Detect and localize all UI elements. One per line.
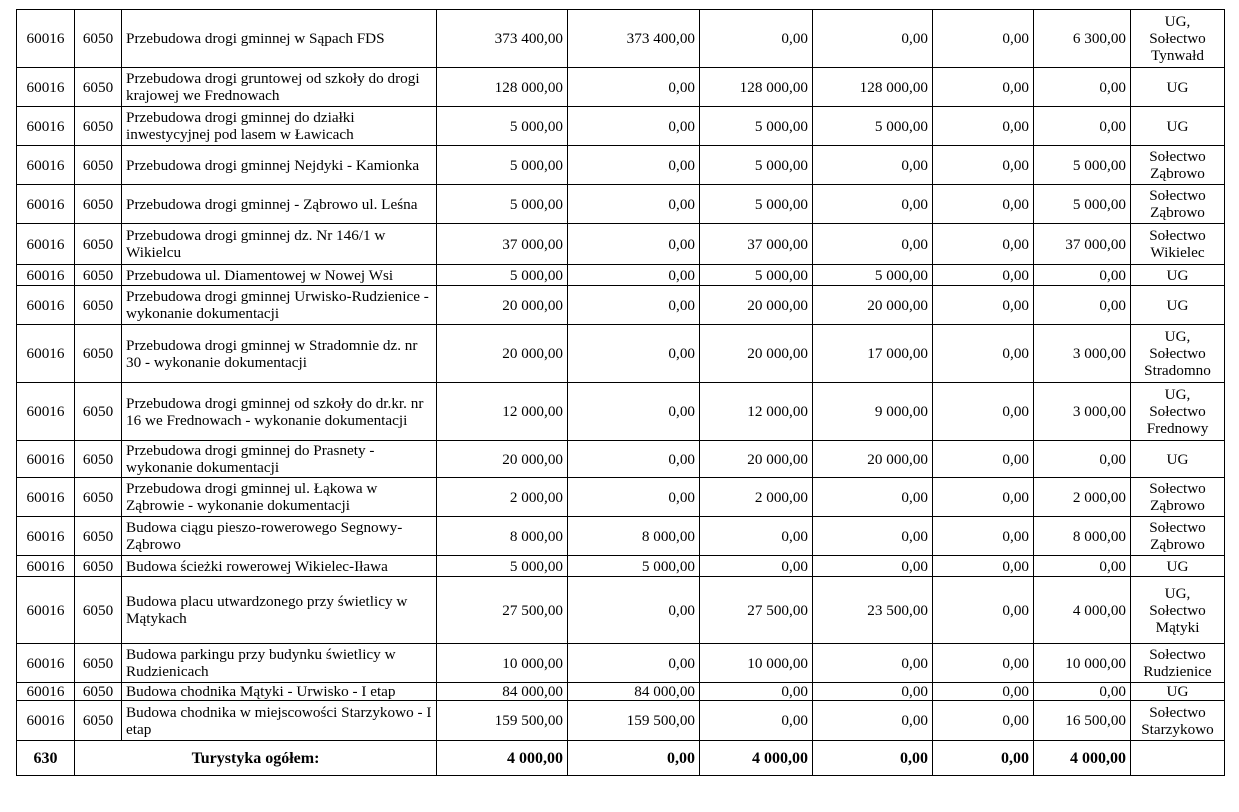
table-row [17, 577, 1225, 644]
cell-nazwa: Przebudowa drogi gminnej od szkoły do dr.kr. nr 16 we Frednowach - wykonanie dokumentacji [122, 383, 437, 441]
cell-value-5: 0,00 [933, 683, 1034, 701]
cell-value-3: 0,00 [700, 683, 813, 701]
cell-value-4: 23 500,00 [813, 577, 933, 644]
cell-paragraf: 6050 [75, 325, 122, 383]
cell-value-6: 0,00 [1034, 556, 1131, 577]
cell-value-3: 0,00 [700, 10, 813, 68]
cell-value-3: 5 000,00 [700, 107, 813, 146]
cell-nazwa: Budowa ścieżki rowerowej Wikielec-Iława [122, 556, 437, 577]
cell-nazwa: Przebudowa drogi gminnej Urwisko-Rudzienice - wykonanie dokumentacji [122, 286, 437, 325]
cell-plan: 8 000,00 [437, 517, 568, 556]
cell-value-2: 0,00 [568, 185, 700, 224]
table-row [17, 68, 1225, 107]
table-row [17, 325, 1225, 383]
cell-value-2: 0,00 [568, 383, 700, 441]
cell-dzial: 60016 [17, 478, 75, 517]
table-row [17, 644, 1225, 683]
cell-value-2: 8 000,00 [568, 517, 700, 556]
total-value-3: 4 000,00 [700, 741, 813, 776]
cell-plan: 10 000,00 [437, 644, 568, 683]
cell-value-6: 0,00 [1034, 107, 1131, 146]
cell-value-5: 0,00 [933, 185, 1034, 224]
cell-paragraf: 6050 [75, 441, 122, 478]
table-row [17, 701, 1225, 741]
cell-plan: 12 000,00 [437, 383, 568, 441]
cell-plan: 159 500,00 [437, 701, 568, 741]
cell-value-3: 37 000,00 [700, 224, 813, 265]
table-row [17, 107, 1225, 146]
cell-jednostka: UG [1131, 556, 1225, 577]
cell-value-4: 0,00 [813, 185, 933, 224]
cell-value-2: 0,00 [568, 107, 700, 146]
table-row [17, 224, 1225, 265]
cell-dzial: 60016 [17, 10, 75, 68]
cell-nazwa: Budowa ciągu pieszo-rowerowego Segnowy-Ząbrowo [122, 517, 437, 556]
cell-value-5: 0,00 [933, 478, 1034, 517]
cell-dzial: 60016 [17, 683, 75, 701]
cell-paragraf: 6050 [75, 68, 122, 107]
cell-value-6: 6 300,00 [1034, 10, 1131, 68]
cell-jednostka: Sołectwo Ząbrowo [1131, 478, 1225, 517]
cell-value-5: 0,00 [933, 10, 1034, 68]
cell-value-4: 0,00 [813, 517, 933, 556]
cell-paragraf: 6050 [75, 185, 122, 224]
cell-value-5: 0,00 [933, 701, 1034, 741]
cell-plan: 20 000,00 [437, 286, 568, 325]
cell-value-2: 0,00 [568, 644, 700, 683]
cell-value-5: 0,00 [933, 644, 1034, 683]
cell-nazwa: Budowa chodnika Mątyki - Urwisko - I etap [122, 683, 437, 701]
cell-value-2: 159 500,00 [568, 701, 700, 741]
cell-value-5: 0,00 [933, 577, 1034, 644]
total-value-4: 0,00 [813, 741, 933, 776]
cell-plan: 5 000,00 [437, 265, 568, 286]
cell-jednostka: Sołectwo Ząbrowo [1131, 146, 1225, 185]
cell-value-3: 5 000,00 [700, 265, 813, 286]
cell-paragraf: 6050 [75, 517, 122, 556]
cell-value-4: 20 000,00 [813, 286, 933, 325]
cell-value-3: 12 000,00 [700, 383, 813, 441]
table-row [17, 10, 1225, 68]
table-row [17, 556, 1225, 577]
table-row [17, 683, 1225, 701]
cell-jednostka: UG, Sołectwo Frednowy [1131, 383, 1225, 441]
cell-value-6: 0,00 [1034, 265, 1131, 286]
cell-paragraf: 6050 [75, 701, 122, 741]
cell-jednostka: Sołectwo Ząbrowo [1131, 517, 1225, 556]
cell-plan: 2 000,00 [437, 478, 568, 517]
cell-value-5: 0,00 [933, 107, 1034, 146]
cell-dzial: 60016 [17, 146, 75, 185]
cell-value-3: 5 000,00 [700, 185, 813, 224]
cell-value-2: 5 000,00 [568, 556, 700, 577]
cell-value-5: 0,00 [933, 441, 1034, 478]
cell-value-3: 0,00 [700, 517, 813, 556]
cell-nazwa: Przebudowa drogi gminnej do działki inwestycyjnej pod lasem w Ławicach [122, 107, 437, 146]
cell-value-3: 0,00 [700, 701, 813, 741]
cell-paragraf: 6050 [75, 265, 122, 286]
cell-jednostka: UG [1131, 68, 1225, 107]
cell-value-5: 0,00 [933, 68, 1034, 107]
cell-value-4: 0,00 [813, 683, 933, 701]
cell-value-3: 0,00 [700, 556, 813, 577]
cell-value-5: 0,00 [933, 286, 1034, 325]
cell-value-5: 0,00 [933, 383, 1034, 441]
cell-nazwa: Budowa parkingu przy budynku świetlicy w Rudzienicach [122, 644, 437, 683]
cell-nazwa: Przebudowa drogi gminnej w Stradomnie dz. nr 30 - wykonanie dokumentacji [122, 325, 437, 383]
cell-plan: 27 500,00 [437, 577, 568, 644]
cell-jednostka: UG, Sołectwo Tynwałd [1131, 10, 1225, 68]
cell-dzial: 60016 [17, 224, 75, 265]
cell-dzial: 60016 [17, 265, 75, 286]
cell-value-3: 2 000,00 [700, 478, 813, 517]
cell-value-2: 0,00 [568, 224, 700, 265]
cell-value-6: 4 000,00 [1034, 577, 1131, 644]
cell-value-4: 20 000,00 [813, 441, 933, 478]
cell-value-6: 3 000,00 [1034, 383, 1131, 441]
cell-nazwa: Przebudowa drogi gminnej w Sąpach FDS [122, 10, 437, 68]
cell-paragraf: 6050 [75, 556, 122, 577]
cell-plan: 373 400,00 [437, 10, 568, 68]
cell-nazwa: Przebudowa drogi gminnej ul. Łąkowa w Ząbrowie - wykonanie dokumentacji [122, 478, 437, 517]
cell-value-6: 0,00 [1034, 68, 1131, 107]
table-row [17, 286, 1225, 325]
cell-value-4: 0,00 [813, 146, 933, 185]
cell-plan: 20 000,00 [437, 325, 568, 383]
cell-dzial: 60016 [17, 185, 75, 224]
cell-plan: 5 000,00 [437, 146, 568, 185]
cell-value-6: 5 000,00 [1034, 146, 1131, 185]
cell-value-6: 10 000,00 [1034, 644, 1131, 683]
cell-nazwa: Przebudowa drogi gruntowej od szkoły do drogi krajowej we Frednowach [122, 68, 437, 107]
cell-jednostka: Sołectwo Rudzienice [1131, 644, 1225, 683]
cell-value-5: 0,00 [933, 146, 1034, 185]
cell-dzial: 60016 [17, 556, 75, 577]
cell-paragraf: 6050 [75, 224, 122, 265]
cell-value-2: 0,00 [568, 146, 700, 185]
cell-value-3: 20 000,00 [700, 325, 813, 383]
total-dzial: 630 [17, 741, 75, 776]
cell-value-4: 128 000,00 [813, 68, 933, 107]
cell-nazwa: Przebudowa ul. Diamentowej w Nowej Wsi [122, 265, 437, 286]
cell-paragraf: 6050 [75, 383, 122, 441]
cell-paragraf: 6050 [75, 577, 122, 644]
cell-value-6: 0,00 [1034, 286, 1131, 325]
cell-value-5: 0,00 [933, 517, 1034, 556]
cell-nazwa: Przebudowa drogi gminnej do Prasnety - wykonanie dokumentacji [122, 441, 437, 478]
cell-value-6: 37 000,00 [1034, 224, 1131, 265]
cell-value-2: 373 400,00 [568, 10, 700, 68]
cell-value-3: 5 000,00 [700, 146, 813, 185]
cell-value-2: 0,00 [568, 286, 700, 325]
cell-value-6: 2 000,00 [1034, 478, 1131, 517]
cell-value-2: 0,00 [568, 68, 700, 107]
cell-value-6: 5 000,00 [1034, 185, 1131, 224]
cell-value-4: 0,00 [813, 10, 933, 68]
cell-value-2: 0,00 [568, 478, 700, 517]
cell-dzial: 60016 [17, 644, 75, 683]
cell-value-4: 0,00 [813, 556, 933, 577]
cell-nazwa: Przebudowa drogi gminnej dz. Nr 146/1 w Wikielcu [122, 224, 437, 265]
cell-paragraf: 6050 [75, 644, 122, 683]
cell-plan: 84 000,00 [437, 683, 568, 701]
cell-paragraf: 6050 [75, 683, 122, 701]
cell-dzial: 60016 [17, 286, 75, 325]
cell-value-6: 0,00 [1034, 683, 1131, 701]
cell-value-3: 20 000,00 [700, 286, 813, 325]
cell-value-6: 3 000,00 [1034, 325, 1131, 383]
total-value-2: 0,00 [568, 741, 700, 776]
cell-value-4: 0,00 [813, 701, 933, 741]
cell-plan: 5 000,00 [437, 107, 568, 146]
table-row [17, 146, 1225, 185]
cell-value-2: 0,00 [568, 577, 700, 644]
cell-dzial: 60016 [17, 441, 75, 478]
cell-plan: 128 000,00 [437, 68, 568, 107]
cell-value-5: 0,00 [933, 265, 1034, 286]
cell-jednostka: Sołectwo Starzykowo [1131, 701, 1225, 741]
table-row [17, 383, 1225, 441]
cell-jednostka: Sołectwo Ząbrowo [1131, 185, 1225, 224]
cell-value-3: 20 000,00 [700, 441, 813, 478]
total-jednostka [1131, 741, 1225, 776]
cell-value-4: 5 000,00 [813, 265, 933, 286]
total-label: Turystyka ogółem: [75, 741, 437, 776]
cell-value-4: 5 000,00 [813, 107, 933, 146]
cell-jednostka: UG [1131, 683, 1225, 701]
cell-value-4: 0,00 [813, 224, 933, 265]
cell-value-4: 0,00 [813, 644, 933, 683]
cell-jednostka: Sołectwo Wikielec [1131, 224, 1225, 265]
cell-value-3: 128 000,00 [700, 68, 813, 107]
cell-value-2: 0,00 [568, 441, 700, 478]
cell-jednostka: UG [1131, 441, 1225, 478]
cell-nazwa: Przebudowa drogi gminnej - Ząbrowo ul. Leśna [122, 185, 437, 224]
table-row [17, 185, 1225, 224]
total-value-5: 0,00 [933, 741, 1034, 776]
cell-value-4: 9 000,00 [813, 383, 933, 441]
cell-value-3: 27 500,00 [700, 577, 813, 644]
table-body [17, 10, 1225, 776]
total-plan: 4 000,00 [437, 741, 568, 776]
cell-value-4: 0,00 [813, 478, 933, 517]
cell-jednostka: UG, Sołectwo Stradomno [1131, 325, 1225, 383]
cell-paragraf: 6050 [75, 146, 122, 185]
total-row [17, 741, 1225, 776]
cell-value-6: 16 500,00 [1034, 701, 1131, 741]
cell-plan: 5 000,00 [437, 556, 568, 577]
cell-paragraf: 6050 [75, 107, 122, 146]
table-row [17, 265, 1225, 286]
cell-dzial: 60016 [17, 383, 75, 441]
table-row [17, 517, 1225, 556]
cell-nazwa: Budowa placu utwardzonego przy świetlicy w Mątykach [122, 577, 437, 644]
cell-jednostka: UG, Sołectwo Mątyki [1131, 577, 1225, 644]
cell-value-5: 0,00 [933, 325, 1034, 383]
cell-value-5: 0,00 [933, 224, 1034, 265]
table-row [17, 441, 1225, 478]
cell-dzial: 60016 [17, 325, 75, 383]
cell-dzial: 60016 [17, 517, 75, 556]
cell-nazwa: Przebudowa drogi gminnej Nejdyki - Kamionka [122, 146, 437, 185]
cell-dzial: 60016 [17, 701, 75, 741]
cell-plan: 5 000,00 [437, 185, 568, 224]
cell-dzial: 60016 [17, 107, 75, 146]
cell-paragraf: 6050 [75, 478, 122, 517]
cell-value-2: 0,00 [568, 325, 700, 383]
total-value-6: 4 000,00 [1034, 741, 1131, 776]
cell-paragraf: 6050 [75, 10, 122, 68]
cell-dzial: 60016 [17, 68, 75, 107]
cell-value-4: 17 000,00 [813, 325, 933, 383]
cell-nazwa: Budowa chodnika w miejscowości Starzykowo - I etap [122, 701, 437, 741]
cell-value-2: 84 000,00 [568, 683, 700, 701]
cell-jednostka: UG [1131, 286, 1225, 325]
cell-plan: 37 000,00 [437, 224, 568, 265]
cell-value-5: 0,00 [933, 556, 1034, 577]
cell-value-2: 0,00 [568, 265, 700, 286]
budget-table [16, 9, 1225, 776]
cell-jednostka: UG [1131, 265, 1225, 286]
table-row [17, 478, 1225, 517]
cell-dzial: 60016 [17, 577, 75, 644]
cell-paragraf: 6050 [75, 286, 122, 325]
cell-value-6: 0,00 [1034, 441, 1131, 478]
cell-value-3: 10 000,00 [700, 644, 813, 683]
cell-jednostka: UG [1131, 107, 1225, 146]
cell-plan: 20 000,00 [437, 441, 568, 478]
cell-value-6: 8 000,00 [1034, 517, 1131, 556]
